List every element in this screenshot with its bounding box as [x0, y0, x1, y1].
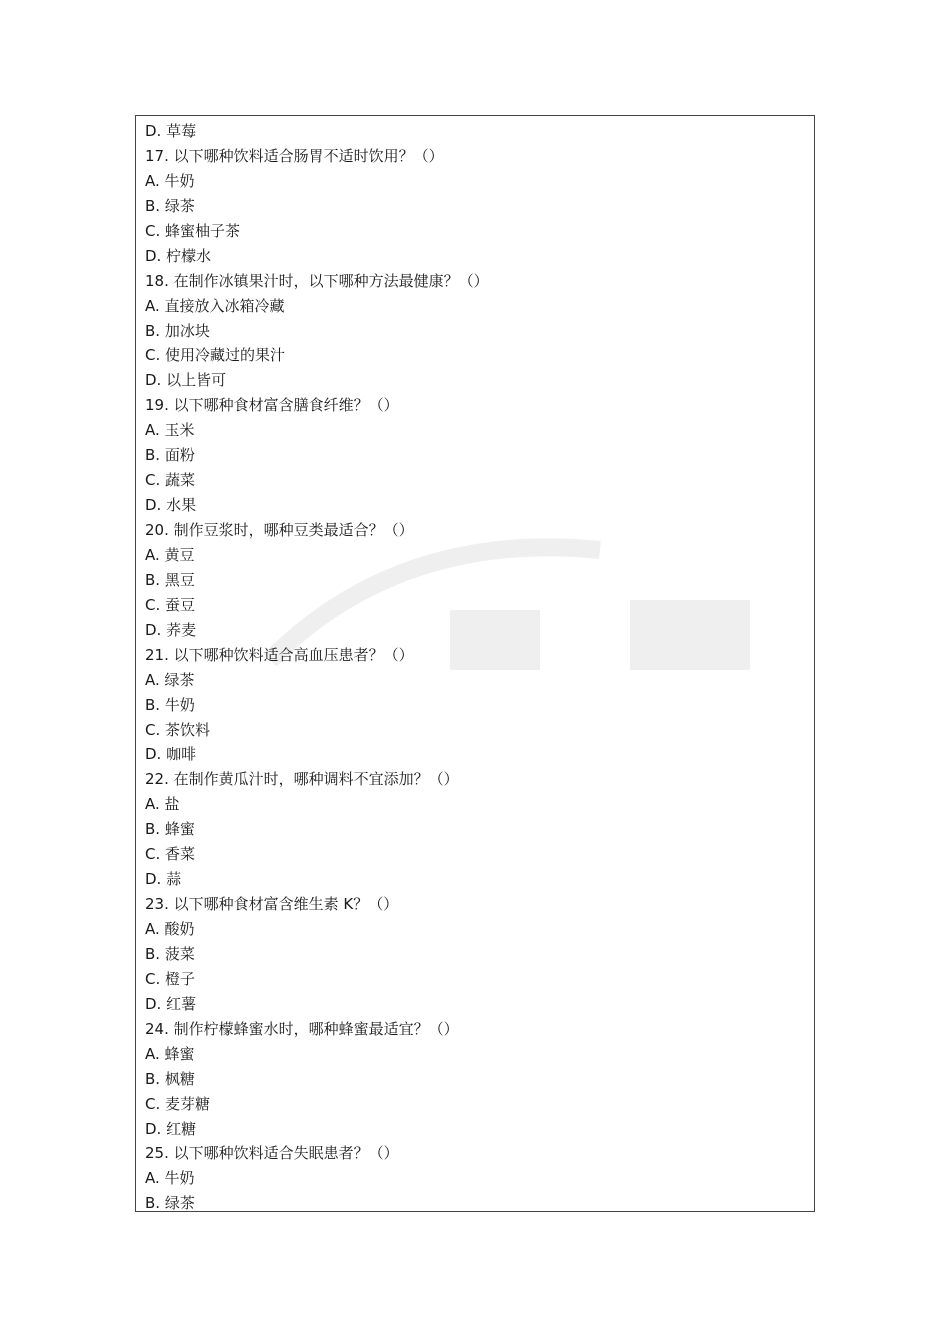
option-text: A. 蜂蜜 [145, 1044, 195, 1063]
option-text: D. 水果 [145, 496, 197, 515]
option-text: A. 酸奶 [145, 920, 195, 938]
option-text: B. 牛奶 [145, 695, 195, 714]
option-text: B. 面粉 [145, 446, 195, 465]
option-text: D. 红糖 [145, 1119, 197, 1138]
option-text: A. 牛奶 [145, 171, 195, 190]
option-text: A. 直接放入冰箱冷藏 [145, 296, 285, 315]
question-box [135, 115, 815, 1212]
question-list [145, 119, 806, 1216]
option-text: A. 玉米 [145, 421, 195, 440]
option-text: C. 蚕豆 [145, 595, 196, 614]
option-text: A. 黄豆 [145, 545, 195, 564]
question-text: 24. 制作柠檬蜂蜜水时，哪种蜂蜜最适宜？（） [145, 1019, 459, 1038]
option-text: B. 蜂蜜 [145, 820, 195, 839]
option-text: C. 橙子 [145, 969, 196, 988]
question-text: 17. 以下哪种饮料适合肠胃不适时饮用？（） [145, 146, 444, 165]
option-text: A. 绿茶 [145, 670, 195, 689]
option-text: A. 盐 [145, 795, 180, 814]
option-text: C. 蜂蜜柚子茶 [145, 221, 241, 240]
option-text: B. 枫糖 [145, 1069, 195, 1088]
option-text: D. 荞麦 [145, 620, 197, 639]
option-text: D. 蒜 [145, 870, 182, 889]
option-text: C. 蔬菜 [145, 471, 196, 490]
question-text: 19. 以下哪种食材富含膳食纤维？（） [145, 396, 399, 415]
question-text: 22. 在制作黄瓜汁时，哪种调料不宜添加？（） [145, 770, 459, 789]
question-text: 21. 以下哪种饮料适合高血压患者？（） [145, 645, 414, 664]
option-text: D. 红薯 [145, 994, 197, 1013]
question-text: 18. 在制作冰镇果汁时，以下哪种方法最健康？（） [145, 271, 489, 290]
option-text: C. 茶饮料 [145, 720, 211, 739]
question-text: 25. 以下哪种饮料适合失眠患者？（） [145, 1144, 399, 1163]
option-text: C. 香菜 [145, 845, 196, 864]
option-text: D. 柠檬水 [145, 246, 212, 265]
question-text: 20. 制作豆浆时，哪种豆类最适合？（） [145, 521, 414, 539]
option-text: B. 绿茶 [145, 196, 195, 215]
option-text: A. 牛奶 [145, 1169, 195, 1188]
option-text: D. 以上皆可 [145, 371, 227, 390]
option-text: C. 使用冷藏过的果汁 [145, 346, 286, 365]
option-text: D. 咖啡 [145, 745, 197, 764]
option-text: B. 菠菜 [145, 944, 195, 963]
question-text: 23. 以下哪种食材富含维生素 K？（） [145, 895, 399, 914]
option-text: B. 加冰块 [145, 321, 210, 340]
option-text: B. 黑豆 [145, 570, 195, 589]
option-text: D. 草莓 [145, 122, 197, 140]
option-text: B. 绿茶 [145, 1194, 195, 1213]
option-text: C. 麦芽糖 [145, 1094, 211, 1113]
